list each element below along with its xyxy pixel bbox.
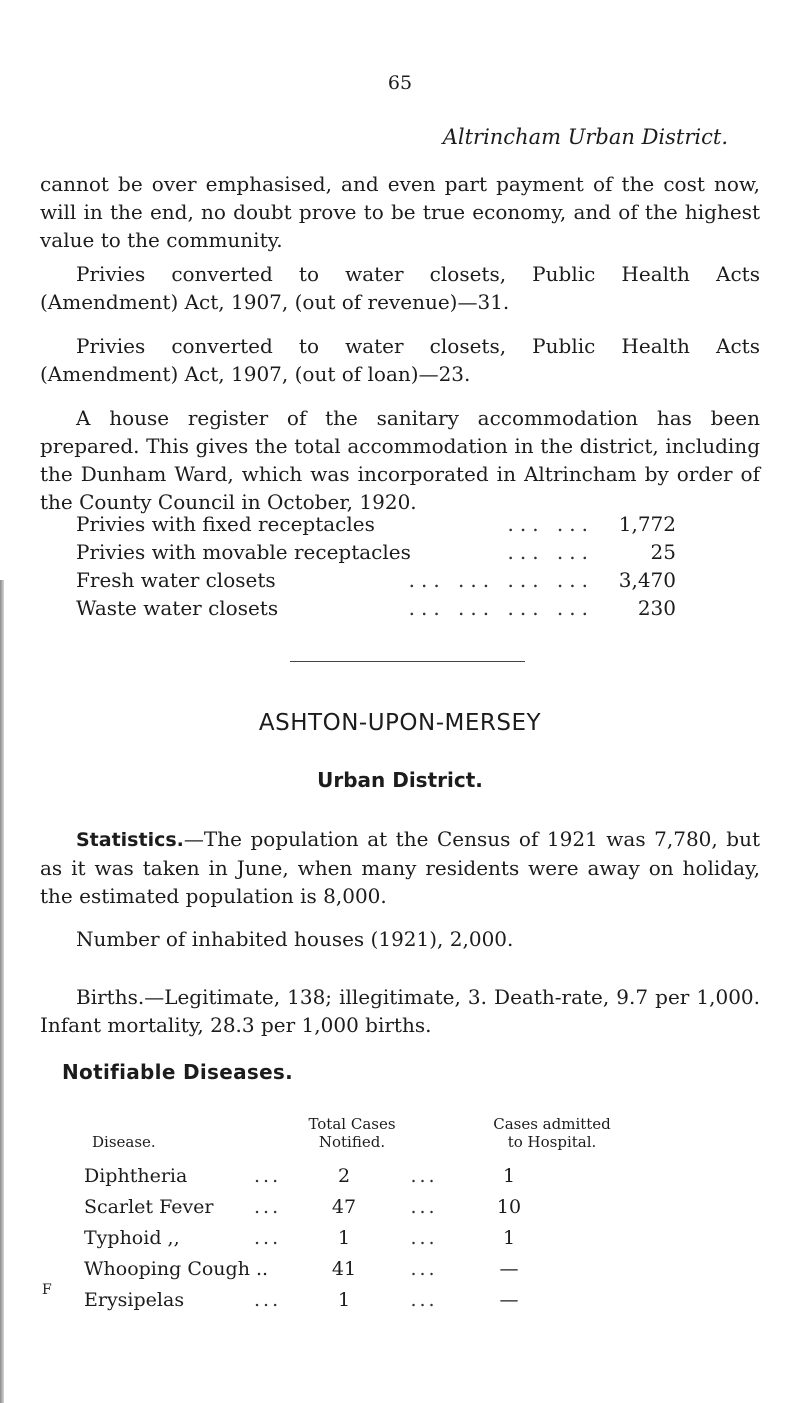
table-row — [84, 1254, 684, 1285]
leader-dots: ... — [410, 1289, 438, 1311]
accommodation-label: Privies with movable receptacles — [76, 540, 411, 564]
disease-name: Whooping Cough .. — [84, 1258, 269, 1280]
paragraph-houses: Number of inhabited houses (1921), 2,000. — [76, 927, 514, 951]
paragraph-privies-loan: Privies converted to water closets, Public Health Acts (Amendment) Act, 1907, (out of loan)—23. — [40, 334, 760, 386]
leader-dots: ... ... — [507, 512, 594, 536]
accommodation-row — [76, 594, 676, 622]
section-divider — [290, 661, 525, 662]
accommodation-row — [76, 538, 676, 566]
column-header-line: to Hospital. — [507, 1133, 597, 1151]
cases-hospital: — — [499, 1289, 519, 1311]
accommodation-value: 1,772 — [618, 512, 676, 536]
column-header-disease: Disease. — [92, 1133, 156, 1151]
leader-dots: ... ... — [507, 540, 594, 564]
running-head: Altrincham Urban District. — [442, 125, 728, 149]
district-title: ASHTON-UPON-MERSEY — [258, 710, 542, 736]
column-header-hospital — [452, 1115, 652, 1151]
disease-name: Typhoid ,, — [84, 1227, 180, 1249]
accommodation-row — [76, 566, 676, 594]
leader-dots: ... — [410, 1165, 438, 1187]
table-row — [84, 1161, 684, 1192]
paragraph-house-register: A house register of the sanitary accommodation has been prepared. This gives the total accommodation in the district, including the Dunham Ward, which was incorporated in Altrincham by order of the County Council in October, 1920. — [40, 406, 760, 514]
leader-dots: ... — [410, 1227, 438, 1249]
disease-name: Diphtheria — [84, 1165, 188, 1187]
cases-notified: 1 — [337, 1289, 351, 1311]
table-row — [84, 1285, 684, 1316]
accommodation-list — [76, 510, 676, 622]
column-header-line: Notified. — [318, 1133, 386, 1151]
paragraph-births: Births.—Legitimate, 138; illegitimate, 3. Death-rate, 9.7 per 1,000. Infant mortality, 28.3 per 1,000 births. — [40, 985, 760, 1037]
district-subtitle: Urban District. — [317, 768, 483, 792]
paragraph-privies-revenue: Privies converted to water closets, Public Health Acts (Amendment) Act, 1907, (out of revenue)—31. — [40, 262, 760, 314]
cases-notified: 47 — [331, 1196, 357, 1218]
cases-notified: 2 — [337, 1165, 351, 1187]
disease-name: Erysipelas — [84, 1289, 185, 1311]
cases-hospital: 1 — [502, 1227, 516, 1249]
column-header-notified — [282, 1115, 422, 1151]
leader-dots: ... — [254, 1227, 282, 1249]
statistics-lead: Statistics. — [76, 829, 184, 851]
leader-dots: ... — [410, 1258, 438, 1280]
table-header — [84, 1105, 684, 1151]
cases-hospital: 10 — [496, 1196, 522, 1218]
column-header-line: Total Cases — [308, 1115, 396, 1133]
leader-dots: ... — [254, 1289, 282, 1311]
accommodation-row — [76, 510, 676, 538]
paragraph-continuation: cannot be over emphasised, and even part payment of the cost now, will in the end, no doubt prove to be true economy, and of the highest value to the community. — [40, 172, 760, 252]
cases-hospital: — — [499, 1258, 519, 1280]
leader-dots: ... — [254, 1196, 282, 1218]
paragraph-statistics — [40, 825, 760, 910]
accommodation-label: Privies with fixed receptacles — [76, 512, 375, 536]
leader-dots: ... — [410, 1196, 438, 1218]
leader-dots: ... ... ... ... — [408, 596, 594, 620]
accommodation-value: 3,470 — [618, 568, 676, 592]
disease-table — [84, 1105, 684, 1316]
cases-notified: 41 — [331, 1258, 357, 1280]
accommodation-value: 25 — [650, 540, 676, 564]
signature-mark: F — [42, 1282, 52, 1298]
table-row — [84, 1223, 684, 1254]
notifiable-diseases-heading: Notifiable Diseases. — [62, 1060, 294, 1084]
cases-notified: 1 — [337, 1227, 351, 1249]
leader-dots: ... — [254, 1165, 282, 1187]
column-header-line: Cases admitted — [493, 1115, 611, 1133]
leader-dots: ... ... ... ... — [408, 568, 594, 592]
cases-hospital: 1 — [502, 1165, 516, 1187]
statistics-text: —The population at the Census of 1921 was 7,780, but as it was taken in June, when many residents were away on holiday, the estimated population is 8,000. — [40, 827, 760, 908]
accommodation-value: 230 — [637, 596, 676, 620]
table-row — [84, 1192, 684, 1223]
page-number: 65 — [387, 72, 413, 94]
page-edge-shadow — [0, 580, 4, 1403]
accommodation-label: Fresh water closets — [76, 568, 276, 592]
accommodation-label: Waste water closets — [76, 596, 279, 620]
disease-name: Scarlet Fever — [84, 1196, 214, 1218]
